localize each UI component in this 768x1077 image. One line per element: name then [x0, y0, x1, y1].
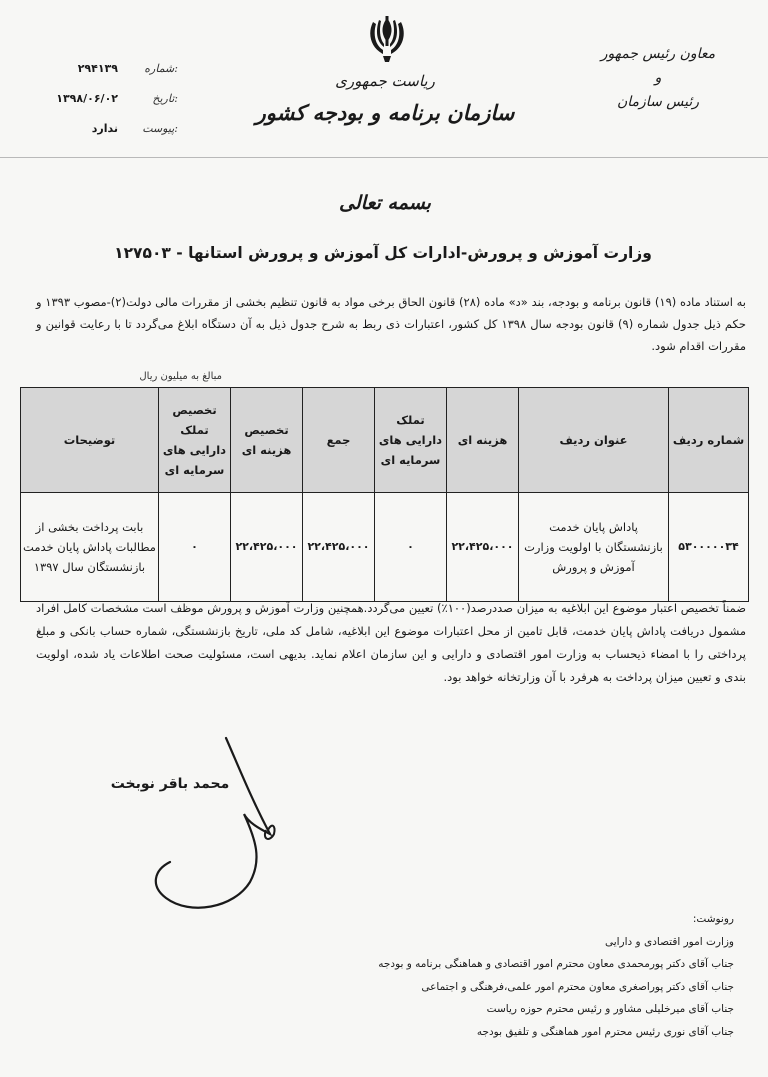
cc-item: جناب آقای میرخلیلی مشاور و رئیس محترم حوزه ریاست [486, 1003, 734, 1015]
cc-item: وزارت امور اقتصادی و دارایی [604, 935, 734, 948]
recipient-block [578, 42, 738, 114]
attachment-row [28, 122, 178, 140]
cell-capital: ۰ [375, 493, 447, 602]
cell-alloc-capital: ۰ [159, 493, 231, 602]
letter-date-label: تاریخ: [152, 92, 178, 105]
cc-block [214, 908, 734, 1043]
organization-name: سازمان برنامه و بودجه کشور [255, 100, 515, 125]
letter-number-label: شماره: [144, 62, 178, 75]
note-paragraph: ضمناً تخصیص اعتبار موضوع این ابلاغیه به میزان صددرصد(۱۰۰٪) تعیین می‌گردد.همچنین وزارت آموزش و پرورش موظف است مشخصات کامل افراد مشمول دریافت پاداش پایان خدمت، قابل تامین از محل اعتبارات موضوع این ابلاغیه، شامل کد ملی، تاریخ بازنشستگی، شماره حساب بانکی و مبلغ پرداختی را با امضاء ذیحساب به وزارت امور اقتصادی و دارایی و این سازمان اعلام نماید. بدیهی است، مسئولیت صحت اطلاعات یاد شده، اولویت بندی و تعیین میزان پرداخت به هرفرد با آن وزارتخانه خواهد بود. [36, 601, 746, 684]
attachment-value: ندارد [91, 122, 118, 135]
header-row-no: شماره ردیف [669, 388, 749, 493]
cc-item: جناب آقای دکتر پوراصغری معاون محترم امور علمی،فرهنگی و اجتماعی [421, 980, 734, 993]
table-row [21, 493, 749, 602]
iran-emblem-icon [363, 12, 411, 68]
cell-row-no: ۵۳۰۰۰۰۰۳۴ [669, 493, 749, 602]
letter-number-value: ۲۹۴۱۳۹ [77, 62, 118, 75]
document-title: وزارت آموزش و پرورش-ادارات کل آموزش و پرورش استانها - ۱۲۷۵۰۳ [114, 244, 652, 262]
table-header-row [21, 388, 749, 493]
header-capital: تملک دارایی های سرمایه ای [375, 388, 447, 493]
signature-mark [130, 730, 290, 920]
presidency-label: ریاست جمهوری [335, 72, 435, 90]
cell-expense: ۲۲،۴۲۵،۰۰۰ [447, 493, 519, 602]
bismillah-heading: بسمه تعالی [339, 192, 431, 214]
letter-number-row [28, 62, 178, 80]
cc-list [214, 931, 734, 1044]
header-notes: توضیحات [21, 388, 159, 493]
recipient-line: معاون رئیس جمهور [600, 46, 716, 62]
cell-notes: بابت پرداخت بخشی از مطالبات پاداش پایان خدمت بازنشستگان سال ۱۳۹۷ [21, 493, 159, 602]
letter-date-value: ۱۳۹۸/۰۶/۰۲ [56, 92, 118, 105]
header-row-title: عنوان ردیف [519, 388, 669, 493]
budget-table [20, 387, 749, 602]
intro-paragraph: به استناد ماده (۱۹) قانون برنامه و بودجه، بند «د» ماده (۲۸) قانون الحاق برخی مواد به قانون تنظیم بخشی از مقررات مالی دولت(۲)-مصوب ۱۳۹۳ و حکم ذیل جدول شماره (۹) قانون بودجه سال ۱۳۹۸ کل کشور، اعتبارات ذی ربط به شرح جدول ذیل به آن دستگاه ابلاغ می‌گردد تا با رعایت قوانین و مقررات اقدام شود. [36, 295, 746, 353]
cell-row-title: پاداش پایان خدمت بازنشستگان با اولویت وزارت آموزش و پرورش [519, 493, 669, 602]
header-divider [0, 157, 768, 158]
header-alloc-capital: تخصیص تملک دارایی های سرمایه ای [159, 388, 231, 493]
header-alloc-expense: تخصیص هزینه ای [231, 388, 303, 493]
signer-name: محمد باقر نوبخت [110, 776, 230, 792]
cc-item: جناب آقای نوری رئیس محترم امور هماهنگی و تلفیق بودجه [476, 1025, 734, 1038]
header-expense: هزینه ای [447, 388, 519, 493]
cell-alloc-expense: ۲۲،۴۲۵،۰۰۰ [231, 493, 303, 602]
cc-item: جناب آقای دکتر پورمحمدی معاون محترم امور اقتصادی و هماهنگی برنامه و بودجه [378, 958, 734, 970]
letter-date-row [28, 92, 178, 110]
cell-total: ۲۲،۴۲۵،۰۰۰ [303, 493, 375, 602]
cc-title: رونوشت: [692, 913, 734, 925]
unit-note: مبالغ به میلیون ریال [139, 371, 222, 382]
attachment-label: پیوست: [142, 122, 178, 135]
recipient-line: رئیس سازمان [617, 94, 699, 110]
header-total: جمع [303, 388, 375, 493]
recipient-line: و [654, 70, 662, 86]
